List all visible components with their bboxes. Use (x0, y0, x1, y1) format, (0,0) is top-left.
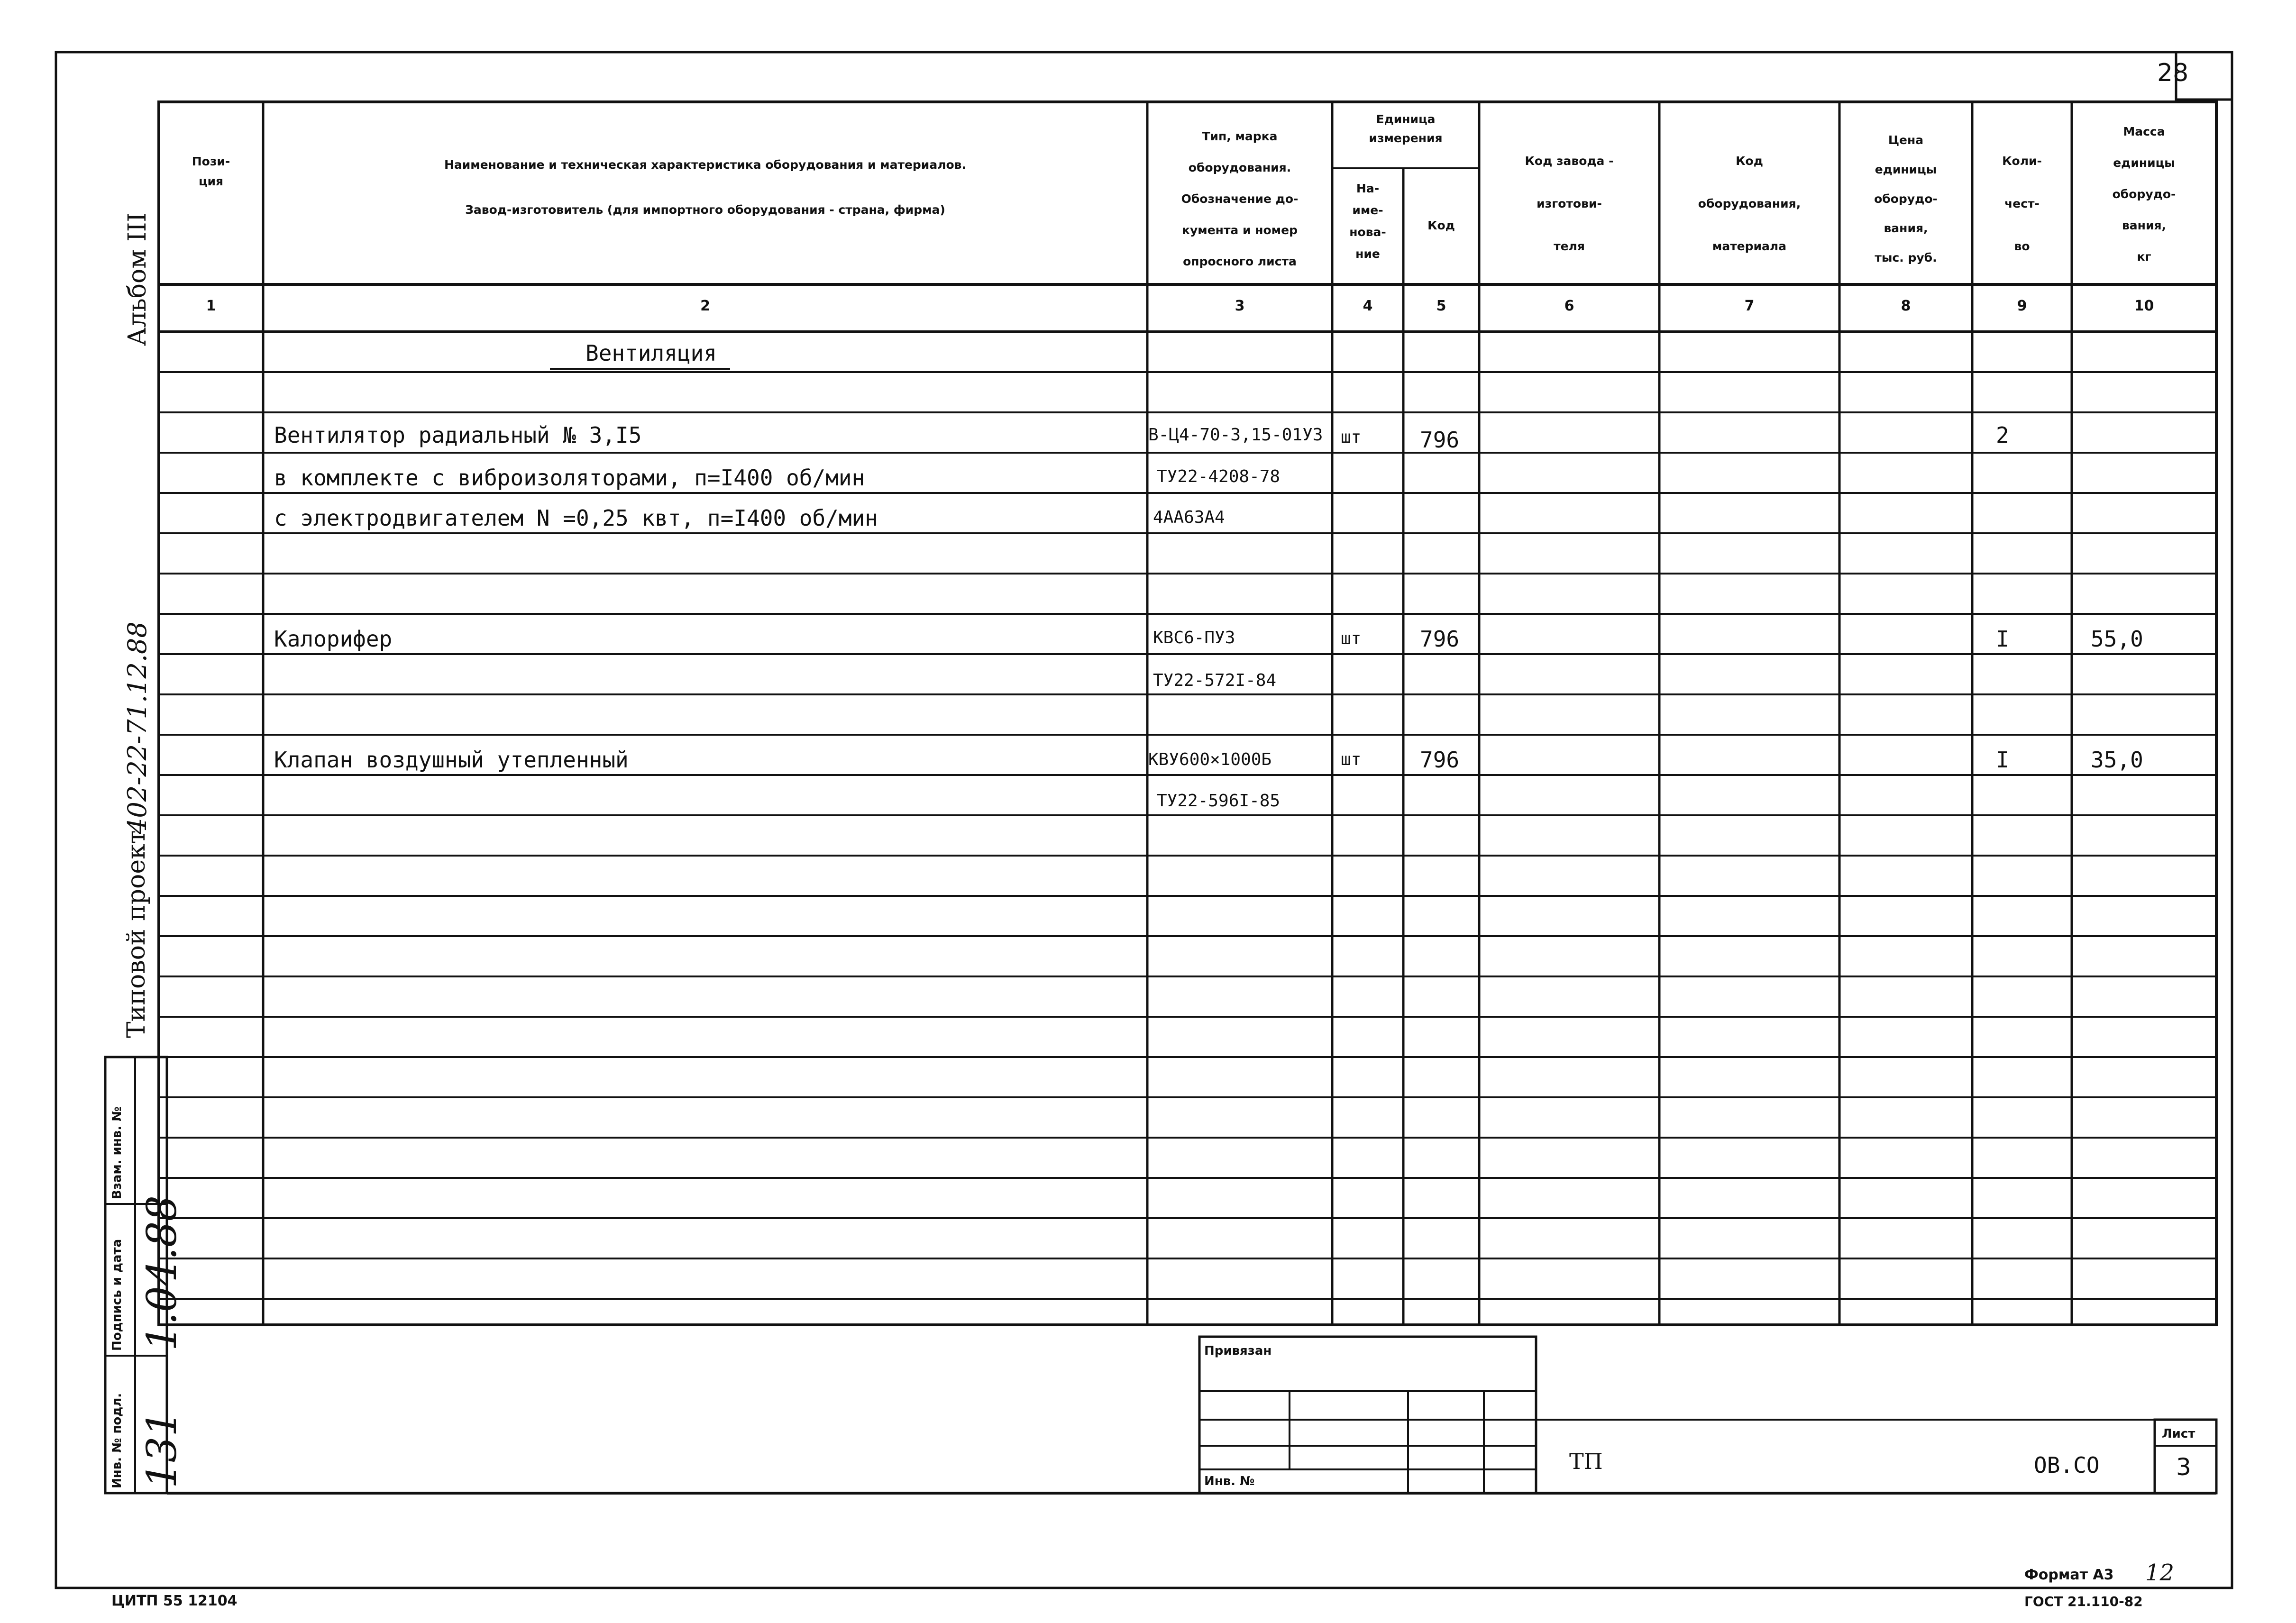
header-manufacturer-code: Код завода - изготови- теля (1525, 154, 1614, 253)
item-unit-code: 796 (1420, 626, 1460, 652)
item-unit: шт (1341, 750, 1362, 769)
column-number: 2 (700, 298, 710, 314)
column-number: 4 (1363, 298, 1373, 314)
inv-no-label: Инв. № (1204, 1474, 1255, 1488)
item-unit-code: 796 (1420, 427, 1460, 453)
header-position: Пози- ция (192, 155, 230, 188)
item-mass: 35,0 (2091, 747, 2143, 773)
item-quantity: I (1996, 747, 2009, 773)
item-name: Калорифер (274, 626, 393, 652)
sheet-corner-number: 28 (2157, 59, 2189, 87)
gost-label: ГОСТ 21.110-82 (2024, 1594, 2143, 1609)
column-number: 8 (1901, 298, 1911, 314)
header-equipment-code: Код оборудования, материала (1698, 154, 1801, 253)
album-label: Альбом III (123, 212, 152, 346)
item-mass: 55,0 (2091, 626, 2143, 652)
header-unit-code: Код (1427, 219, 1455, 232)
column-number: 10 (2134, 298, 2154, 314)
column-number: 9 (2017, 298, 2027, 314)
format-handwritten-number: 12 (2145, 1559, 2175, 1586)
sheet-label: Лист (2162, 1427, 2195, 1441)
item-name: с электродвигателем N =0,25 квт, п=I400 об/мин (274, 505, 878, 531)
item-unit: шт (1341, 629, 1362, 648)
column-number: 5 (1436, 298, 1446, 314)
column-number: 6 (1564, 298, 1574, 314)
item-name: Вентилятор радиальный № 3,I5 (274, 422, 642, 448)
header-price: Цена единицы оборудо- вания, тыс. руб. (1874, 133, 1938, 264)
header-name: Наименование и техническая характеристика оборудования и материалов. Завод-изготовитель (для импортного оборудования - страна, фирма) (444, 158, 966, 217)
item-unit-code: 796 (1420, 747, 1460, 773)
item-type: 4АА63А4 (1153, 508, 1225, 527)
column-number: 7 (1744, 298, 1755, 314)
sheet-number: 3 (2176, 1453, 2191, 1481)
project-label: Типовой проект (122, 830, 151, 1038)
stamp-sign-date-label: Подпись и дата (110, 1239, 124, 1351)
format-label: Формат А3 (2024, 1567, 2114, 1583)
item-type: ТУ22-596I-85 (1157, 791, 1281, 811)
item-quantity: 2 (1996, 422, 2009, 448)
column-number: 3 (1235, 298, 1245, 314)
header-unit-group: Единица измерения (1369, 112, 1443, 145)
tp-label: ТП (1569, 1449, 1603, 1474)
header-mass: Масса единицы оборудо- вания, кг (2112, 125, 2176, 264)
section-title: Вентиляция (585, 340, 717, 366)
item-name: в комплекте с виброизоляторами, п=I400 об/мин (274, 465, 865, 491)
privyazan-label: Привязан (1204, 1344, 1272, 1358)
item-type: КВС6-ПУ3 (1153, 628, 1235, 647)
header-unit-name: На- име- нова- ние (1349, 182, 1386, 261)
item-type: В-Ц4-70-3,15-01У3 (1148, 425, 1323, 445)
column-number: 1 (206, 298, 216, 314)
header-type: Тип, марка оборудования. Обозначение до- кумента и номер опросного листа (1181, 129, 1299, 268)
item-quantity: I (1996, 626, 2009, 652)
doc-code: ОВ.СО (2034, 1452, 2100, 1478)
stamp-vzam-inv-label: Взам. инв. № (110, 1106, 124, 1199)
footer-left-code: ЦИТП 55 12104 (111, 1593, 238, 1609)
item-name: Клапан воздушный утепленный (274, 747, 629, 773)
inv-number-handwritten: 131 (138, 1410, 186, 1488)
item-type: ТУ22-4208-78 (1157, 467, 1281, 486)
item-type: ТУ22-572I-84 (1153, 671, 1277, 690)
item-type: КВУ600×1000Б (1148, 750, 1272, 769)
signature-date-handwritten: 1.04.88 (138, 1195, 186, 1351)
project-code: 402-22-71.12.88 (122, 621, 152, 834)
stamp-inv-podl-label: Инв. № подл. (110, 1393, 124, 1488)
header-quantity: Коли- чест- во (2002, 154, 2042, 253)
item-unit: шт (1341, 428, 1362, 447)
